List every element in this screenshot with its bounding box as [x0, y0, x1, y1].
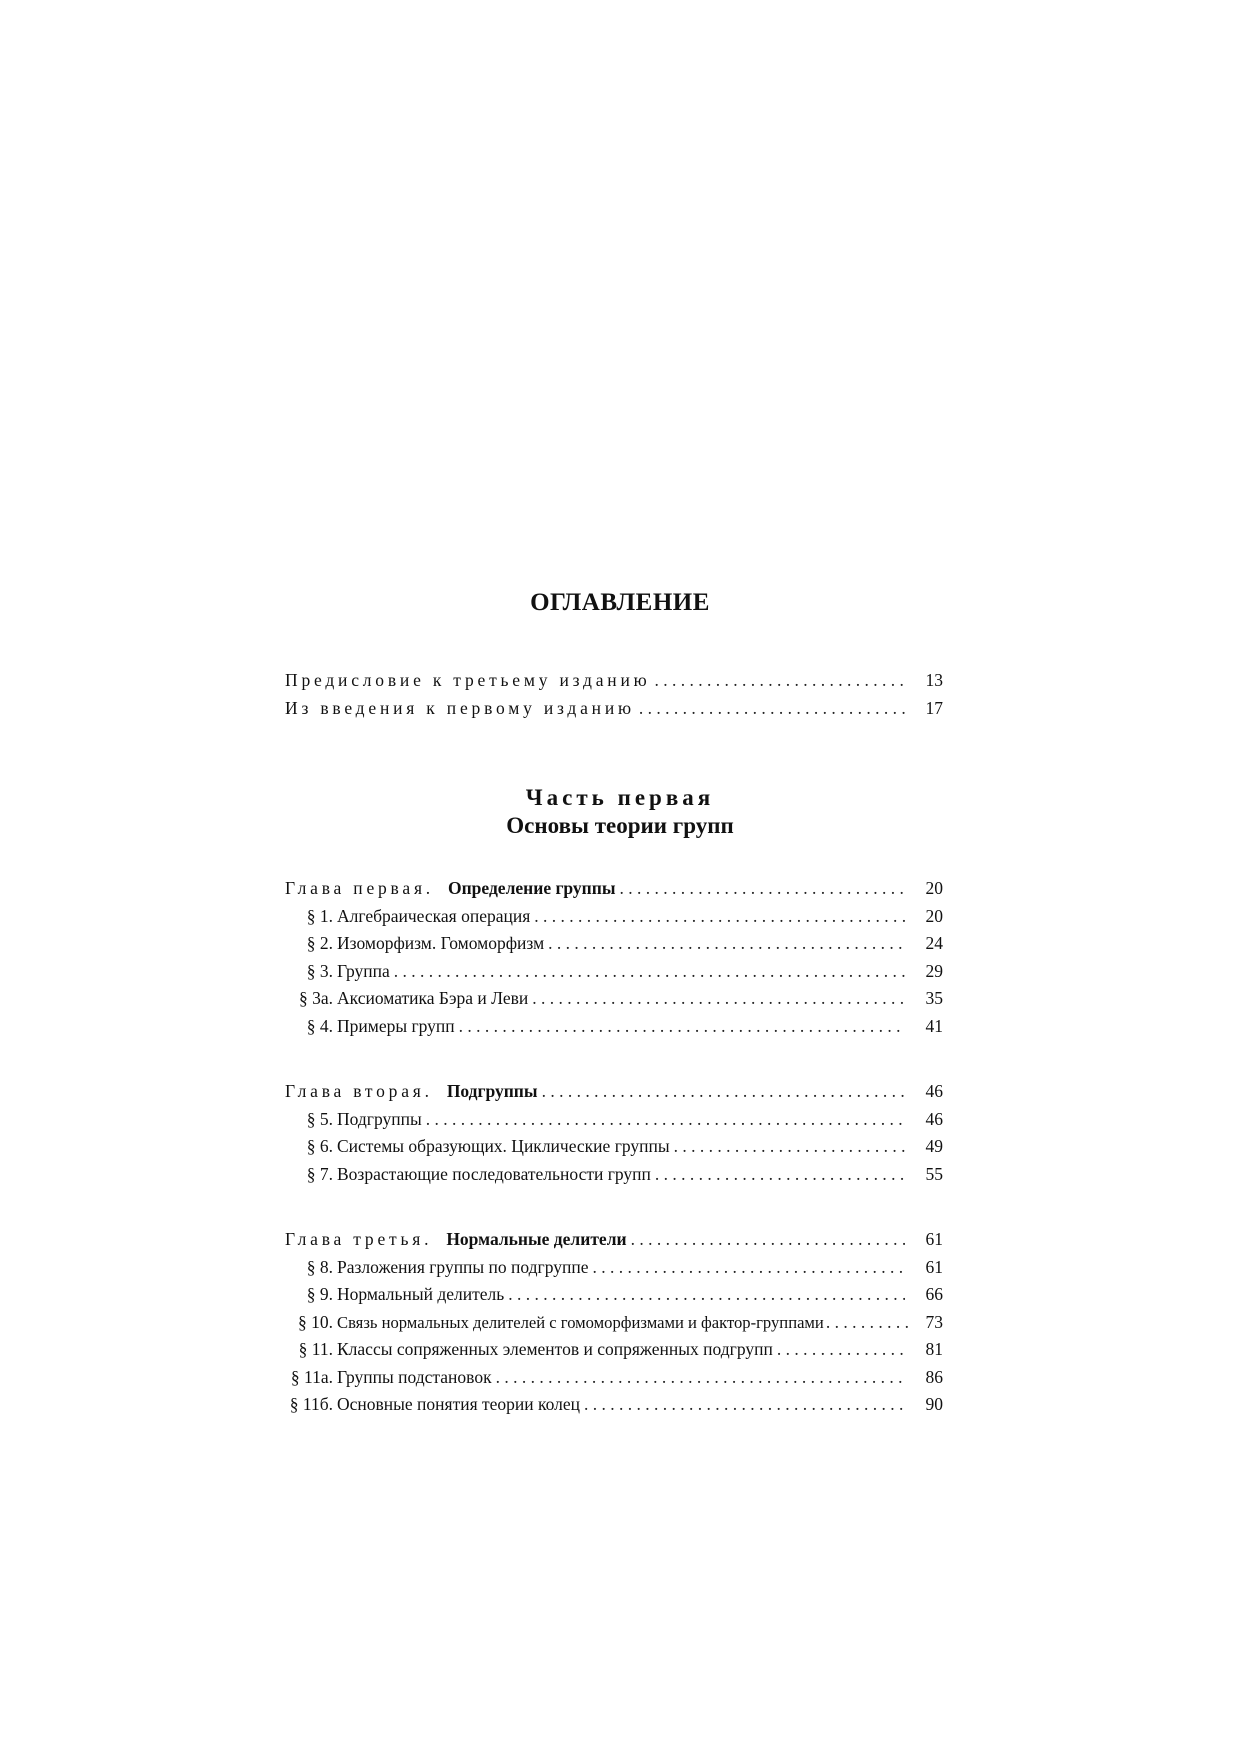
toc-entry[interactable]: [285, 695, 943, 723]
section-number: § 11б.: [289, 1394, 333, 1414]
section-number: § 11.: [298, 1339, 333, 1359]
part-label: Часть первая: [525, 785, 715, 810]
section-number: § 11а.: [290, 1366, 333, 1387]
section-entry[interactable]: [285, 1391, 943, 1419]
entry-page: 13: [925, 670, 943, 690]
chapter-block: [285, 1078, 943, 1188]
entry-label: Из введения к первому изданию: [285, 697, 635, 718]
dot-leader: [584, 1391, 905, 1419]
section-page: 29: [925, 960, 943, 981]
dot-leader: [655, 667, 905, 695]
section-page: 86: [925, 1366, 943, 1387]
toc-title: ОГЛАВЛЕНИЕ: [530, 589, 710, 616]
section-title: Алгебраическая операция: [337, 905, 531, 926]
dot-leader: [777, 1336, 905, 1364]
section-number: § 9.: [306, 1284, 333, 1304]
section-entry[interactable]: [285, 985, 943, 1013]
section-entry[interactable]: [285, 1336, 943, 1364]
chapter-entry[interactable]: [285, 1226, 943, 1254]
section-title: Аксиоматика Бэра и Леви: [337, 988, 529, 1008]
section-number: § 4.: [306, 1015, 333, 1036]
section-page: 49: [925, 1136, 943, 1156]
dot-leader: [631, 1226, 905, 1254]
section-title: Изоморфизм. Гомоморфизм: [337, 933, 545, 953]
section-entry[interactable]: [285, 958, 943, 986]
section-number: § 3.: [306, 960, 333, 981]
chapter-entry[interactable]: [285, 1078, 943, 1106]
chapter-page: 46: [925, 1081, 943, 1101]
section-title: Группа: [337, 960, 390, 981]
section-title: Нормальный делитель: [337, 1284, 505, 1304]
section-title: Разложения группы по подгруппе: [337, 1256, 589, 1277]
section-title: Классы сопряженных элементов и сопряженных подгрупп: [337, 1339, 773, 1359]
chapter-page: 20: [925, 878, 943, 898]
chapter-title: Подгруппы: [446, 1081, 538, 1101]
part-title: Основы теории групп: [506, 813, 734, 838]
section-title: Группы подстановок: [337, 1366, 492, 1387]
chapter-prefix: Глава первая.: [285, 878, 434, 898]
chapter-prefix: Глава третья.: [285, 1229, 433, 1249]
section-page: 61: [925, 1256, 943, 1277]
section-page: 35: [925, 988, 943, 1008]
section-title: Основные понятия теории колец: [337, 1394, 581, 1414]
entry-page: 17: [925, 697, 943, 718]
dot-leader: [593, 1254, 905, 1282]
section-title: Системы образующих. Циклические группы: [337, 1136, 670, 1156]
section-title: Подгруппы: [337, 1108, 422, 1129]
chapter-title: Нормальные делители: [446, 1229, 627, 1249]
dot-leader: [426, 1106, 905, 1134]
section-entry[interactable]: [285, 930, 943, 958]
section-entry[interactable]: [285, 1309, 943, 1337]
dot-leader: [459, 1013, 905, 1041]
section-page: 55: [925, 1163, 943, 1184]
section-entry[interactable]: [285, 1364, 943, 1392]
section-number: § 5.: [306, 1108, 333, 1129]
section-page: 66: [925, 1284, 943, 1304]
section-entry[interactable]: [285, 903, 943, 931]
section-entry[interactable]: [285, 1161, 943, 1189]
section-number: § 10.: [298, 1311, 333, 1332]
part-heading: [0, 784, 1240, 840]
dot-leader: [532, 985, 905, 1013]
dot-leader: [394, 958, 905, 986]
chapter-prefix: Глава вторая.: [285, 1081, 433, 1101]
section-title: Возрастающие последовательности групп: [337, 1163, 651, 1184]
section-number: § 8.: [306, 1256, 333, 1277]
entry-label: Предисловие к третьему изданию: [285, 670, 651, 690]
section-number: § 1.: [306, 905, 333, 926]
dot-leader: [826, 1309, 909, 1337]
dot-leader: [620, 875, 906, 903]
dot-leader: [508, 1281, 905, 1309]
chapter-page: 61: [925, 1229, 943, 1249]
dot-leader: [548, 930, 905, 958]
dot-leader: [674, 1133, 905, 1161]
section-page: 73: [925, 1311, 943, 1332]
section-page: 24: [925, 933, 943, 953]
dot-leader: [534, 903, 905, 931]
section-entry[interactable]: [285, 1133, 943, 1161]
section-page: 20: [925, 905, 943, 926]
section-page: 41: [925, 1015, 943, 1036]
section-page: 46: [925, 1108, 943, 1129]
section-entry[interactable]: [285, 1013, 943, 1041]
section-title: Связь нормальных делителей с гомоморфизмами и фактор-группами: [337, 1312, 824, 1332]
section-number: § 2.: [306, 933, 333, 953]
front-matter-list: [285, 667, 943, 722]
section-number: § 6.: [306, 1136, 333, 1156]
chapter-entry[interactable]: [285, 875, 943, 903]
dot-leader: [496, 1364, 905, 1392]
section-number: § 3а.: [298, 988, 333, 1008]
section-page: 90: [925, 1394, 943, 1414]
chapter-block: [285, 1226, 943, 1419]
dot-leader: [655, 1161, 905, 1189]
dot-leader: [639, 695, 905, 723]
chapter-block: [285, 875, 943, 1040]
section-title: Примеры групп: [337, 1015, 455, 1036]
section-entry[interactable]: [285, 1281, 943, 1309]
toc-entry[interactable]: [285, 667, 943, 695]
section-entry[interactable]: [285, 1254, 943, 1282]
dot-leader: [542, 1078, 905, 1106]
section-entry[interactable]: [285, 1106, 943, 1134]
section-page: 81: [925, 1339, 943, 1359]
section-number: § 7.: [306, 1163, 333, 1184]
chapter-title: Определение группы: [447, 878, 616, 898]
